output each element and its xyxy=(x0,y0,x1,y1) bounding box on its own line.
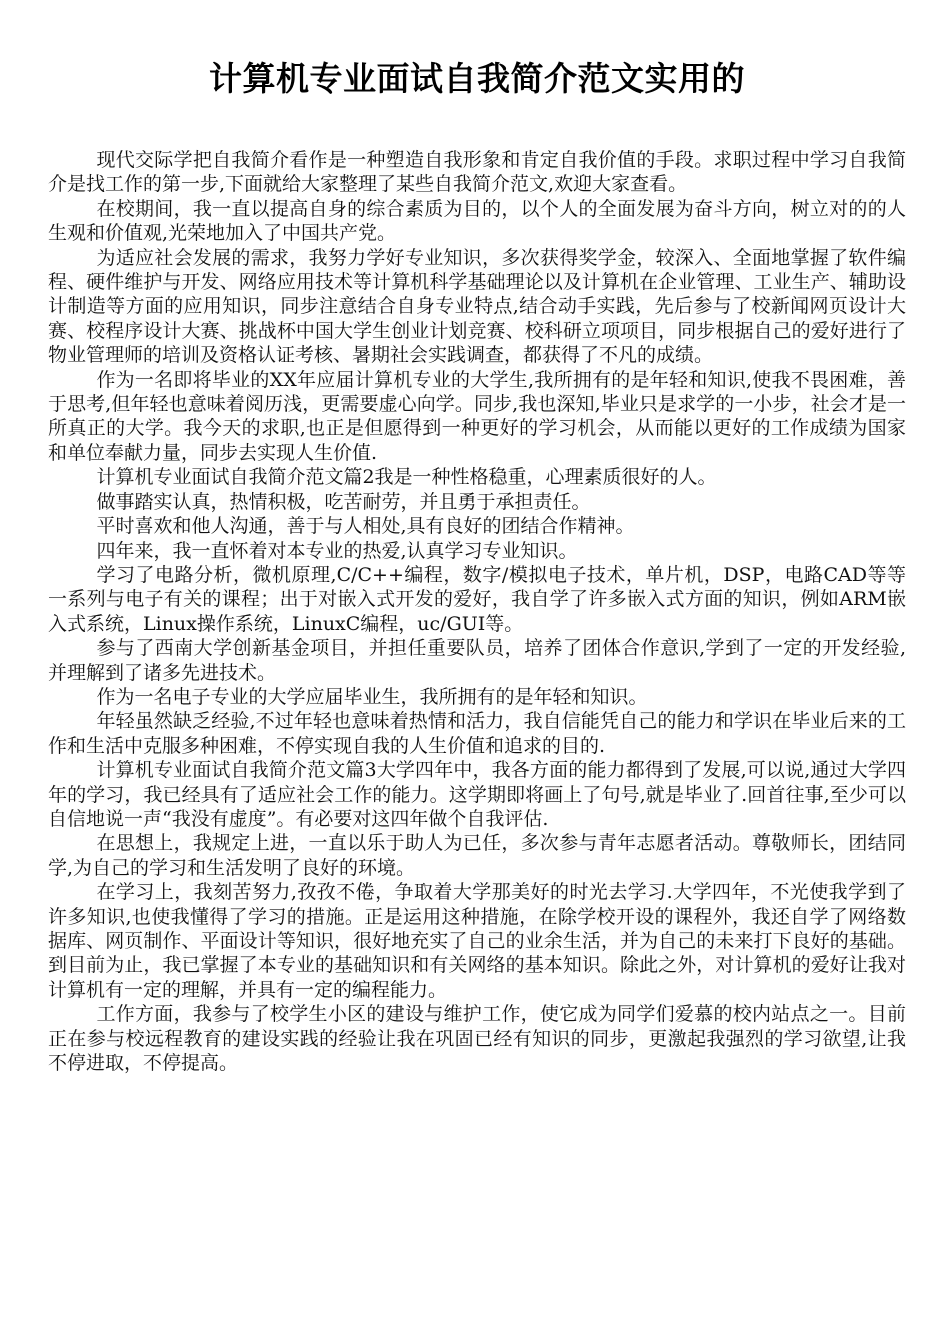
document-page xyxy=(48,0,906,1075)
paragraph: 计算机专业面试自我简介范文篇3大学四年中，我各方面的能力都得到了发展,可以说,通过大学四年的学习，我已经具有了适应社会工作的能力。这学期即将画上了句号,就是毕业了.回首往事,至少可以自信地说一声“我没有虚度”。有必要对这四年做个自我评估. xyxy=(48,759,906,830)
paragraph: 做事踏实认真，热情积极，吃苦耐劳，并且勇于承担责任。 xyxy=(96,490,591,513)
paragraph: 在学习上，我刻苦努力,孜孜不倦，争取着大学那美好的时光去学习.大学四年，不光使我学到了许多知识,也使我懂得了学习的措施。正是运用这种措施，在除学校开设的课程外，我还自学了网络数据库、网页制作、平面设计等知识，很好地充实了自己的业余生活，并为自己的未来打下良好的基础。到目前为止，我已掌握了本专业的基础知识和有关网络的基本知识。除此之外，对计算机的爱好让我对计算机有一定的理解，并具有一定的编程能力。 xyxy=(48,881,906,1001)
document-body xyxy=(48,148,906,1075)
paragraph: 现代交际学把自我简介看作是一种塑造自我形象和肯定自我价值的手段。求职过程中学习自我简介是找工作的第一步,下面就给大家整理了某些自我简介范文,欢迎大家查看。 xyxy=(48,149,906,196)
paragraph: 年轻虽然缺乏经验,不过年轻也意味着热情和活力，我自信能凭自己的能力和学识在毕业后来的工作和生活中克服多种困难，不停实现自我的人生价值和追求的目的. xyxy=(48,710,906,757)
paragraph: 在校期间，我一直以提高自身的综合素质为目的，以个人的全面发展为奋斗方向，树立对的的人生观和价值观,光荣地加入了中国共产党。 xyxy=(48,197,906,245)
paragraph: 作为一名即将毕业的XX年应届计算机专业的大学生,我所拥有的是年轻和知识,使我不畏困难，善于思考,但年轻也意味着阅历浅，更需要虚心向学。同步,我也深知,毕业只是求学的一小步，社会才是一所真正的大学。我今天的求职,也正是但愿得到一种更好的学习机会，从而能以更好的工作成绩为国家和单位奉献力量，同步去实现人生价值. xyxy=(48,368,906,464)
paragraph: 在思想上，我规定上进，一直以乐于助人为已任，多次参与青年志愿者活动。尊敬师长，团结同学,为自己的学习和生活发明了良好的环境。 xyxy=(48,832,906,879)
paragraph: 计算机专业面试自我简介范文篇2我是一种性格稳重，心理素质很好的人。 xyxy=(96,466,717,489)
paragraph: 为适应社会发展的需求，我努力学好专业知识，多次获得奖学金，较深入、全面地掌握了软件编程、硬件维护与开发、网络应用技术等计算机科学基础理论以及计算机在企业管理、工业生产、辅助设计制造等方面的应用知识，同步注意结合自身专业特点,结合动手实践，先后参与了校新闻网页设计大赛、校程序设计大赛、挑战杯中国大学生创业计划竞赛、校科研立项项目，同步根据自己的爱好进行了物业管理师的培训及资格认证考核、暑期社会实践调查，都获得了不凡的成绩。 xyxy=(48,246,906,367)
paragraph: 四年来，我一直怀着对本专业的热爱,认真学习专业知识。 xyxy=(96,539,578,562)
paragraph: 参与了西南大学创新基金项目，并担任重要队员，培养了团体合作意识,学到了一定的开发经验,并理解到了诸多先进技术。 xyxy=(48,637,906,684)
paragraph: 工作方面，我参与了校学生小区的建设与维护工作，使它成为同学们爱慕的校内站点之一。目前正在参与校远程教育的建设实践的经验让我在巩固已经有知识的同步，更激起我强烈的学习欲望,让我不停进取，不停提高。 xyxy=(48,1003,906,1075)
document-title: 计算机专业面试自我简介范文实用的 xyxy=(209,59,745,98)
paragraph: 学习了电路分析，微机原理,C/C++编程，数字/模拟电子技术，单片机，DSP，电路CAD等等一系列与电子有关的课程；出于对嵌入式开发的爱好，我自学了许多嵌入式方面的知识，例如ARM嵌入式系统，Linux操作系统，LinuxC编程，uc/GUI等。 xyxy=(48,563,906,635)
paragraph: 平时喜欢和他人沟通，善于与人相处,具有良好的团结合作精神。 xyxy=(96,515,635,538)
paragraph: 作为一名电子专业的大学应届毕业生，我所拥有的是年轻和知识。 xyxy=(96,685,648,708)
